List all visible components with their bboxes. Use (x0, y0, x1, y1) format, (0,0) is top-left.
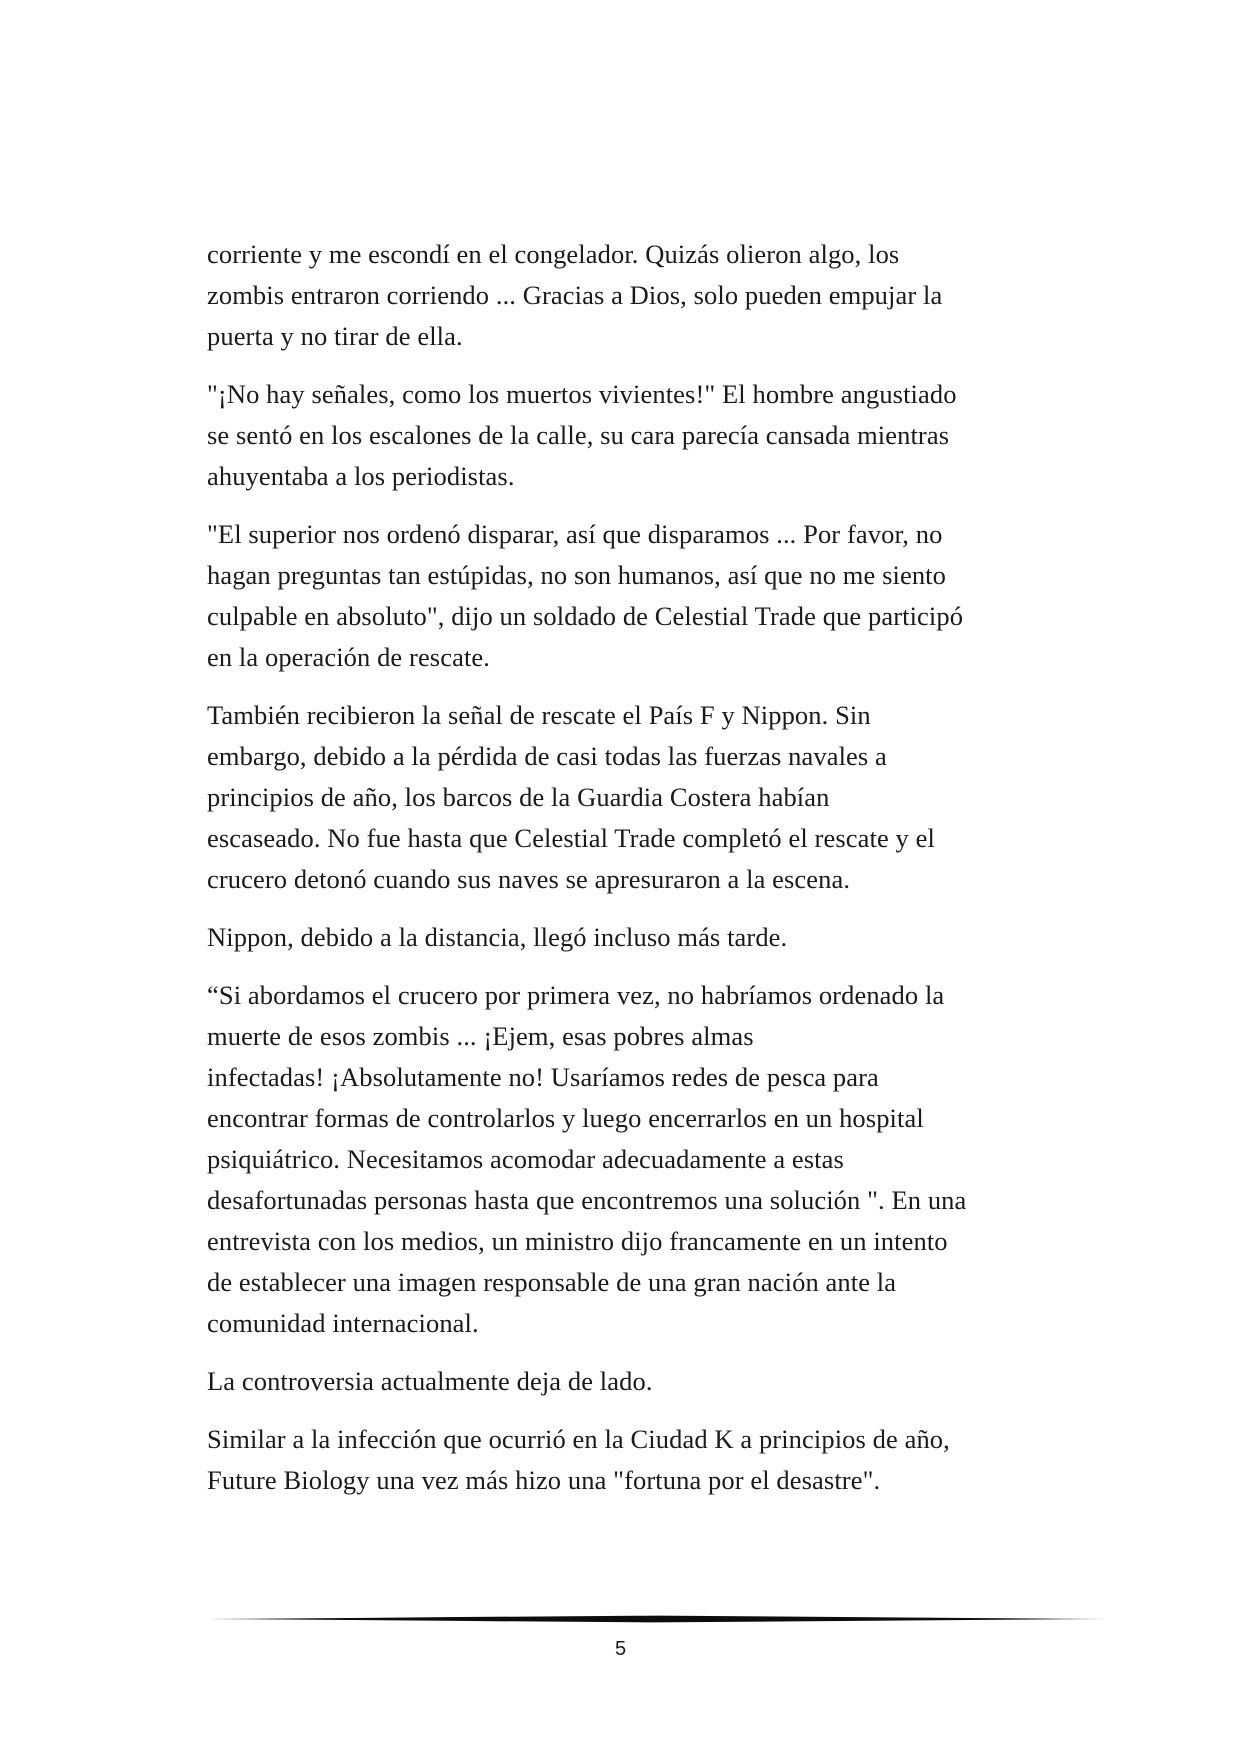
text-line: infectadas! ¡Absolutamente no! Usaríamos redes de pesca para (207, 1062, 879, 1092)
footer-divider (207, 1612, 1107, 1626)
paragraph (207, 1419, 1067, 1501)
text-line: principios de año, los barcos de la Guardia Costera habían (207, 782, 830, 812)
text-line: culpable en absoluto", dijo un soldado de Celestial Trade que participó (207, 601, 964, 631)
text-line: comunidad internacional. (207, 1308, 479, 1338)
page-number: 5 (614, 1638, 627, 1660)
text-line: Similar a la infección que ocurrió en la Ciudad K a principios de año, (207, 1424, 950, 1454)
paragraph (207, 374, 1067, 497)
paragraph (207, 975, 1067, 1344)
text-line: Future Biology una vez más hizo una "fortuna por el desastre". (207, 1465, 881, 1495)
text-line: entrevista con los medios, un ministro dijo francamente en un intento (207, 1226, 948, 1256)
text-line: crucero detonó cuando sus naves se apresuraron a la escena. (207, 864, 851, 894)
text-line: puerta y no tirar de ella. (207, 321, 463, 351)
text-line: ahuyentaba a los periodistas. (207, 461, 515, 491)
text-line: se sentó en los escalones de la calle, su cara parecía cansada mientras (207, 420, 950, 450)
text-line: corriente y me escondí en el congelador. Quizás olieron algo, los (207, 239, 900, 269)
text-line: hagan preguntas tan estúpidas, no son humanos, así que no me siento (207, 560, 946, 590)
text-line: psiquiátrico. Necesitamos acomodar adecuadamente a estas (207, 1144, 844, 1174)
text-line: encontrar formas de controlarlos y luego encerrarlos en un hospital (207, 1103, 924, 1133)
text-line: “Si abordamos el crucero por primera vez, no habríamos ordenado la (207, 980, 945, 1010)
body-text (207, 234, 1067, 1518)
text-line: desafortunadas personas hasta que encontremos una solución ". En una (207, 1185, 967, 1215)
text-line: También recibieron la señal de rescate el País F y Nippon. Sin (207, 700, 871, 730)
paragraph (207, 234, 1067, 357)
text-line: escaseado. No fue hasta que Celestial Trade completó el rescate y el (207, 823, 935, 853)
text-line: en la operación de rescate. (207, 642, 490, 672)
text-line: "El superior nos ordenó disparar, así que disparamos ... Por favor, no (207, 519, 943, 549)
paragraph (207, 695, 1067, 900)
text-line: muerte de esos zombis ... ¡Ejem, esas pobres almas (207, 1021, 754, 1051)
text-line: "¡No hay señales, como los muertos vivientes!" El hombre angustiado (207, 379, 957, 409)
paragraph (207, 917, 1067, 958)
paragraph (207, 514, 1067, 678)
text-line: Nippon, debido a la distancia, llegó incluso más tarde. (207, 922, 788, 952)
text-line: embargo, debido a la pérdida de casi todas las fuerzas navales a (207, 741, 887, 771)
text-line: de establecer una imagen responsable de una gran nación ante la (207, 1267, 897, 1297)
paragraph (207, 1361, 1067, 1402)
text-line: zombis entraron corriendo ... Gracias a Dios, solo pueden empujar la (207, 280, 943, 310)
text-line: La controversia actualmente deja de lado. (207, 1366, 653, 1396)
